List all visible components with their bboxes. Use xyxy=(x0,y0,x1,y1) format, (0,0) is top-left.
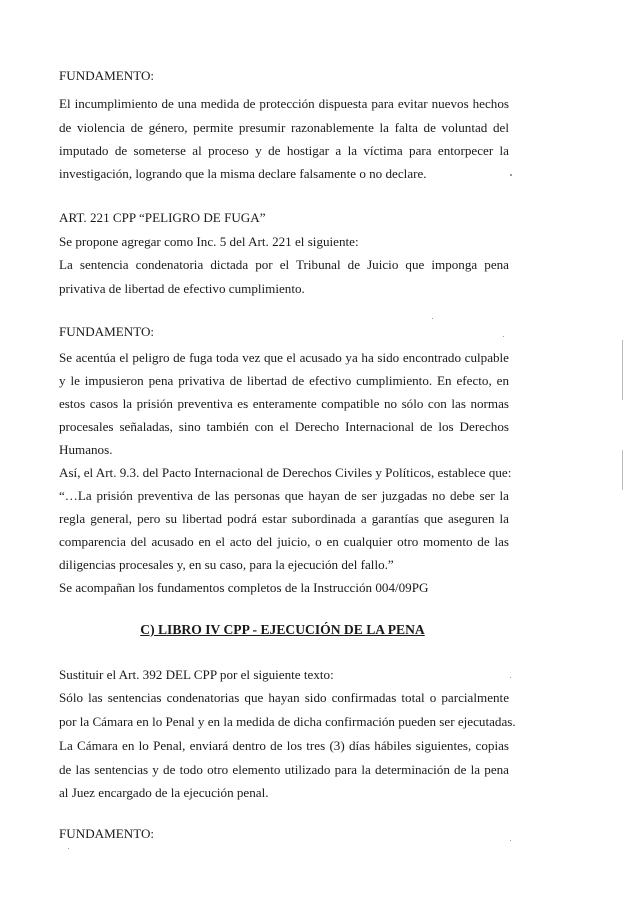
scan-speck xyxy=(68,848,69,849)
paragraph-line: Se acompañan los fundamentos completos de la Instrucción 004/09PG xyxy=(59,580,429,595)
paragraph-line: Sólo las sentencias condenatorias que hayan sido confirmadas total o parcialmente xyxy=(59,690,509,705)
fundamento-heading-1: FUNDAMENTO: xyxy=(59,68,155,83)
paragraph-line: Humanos. xyxy=(59,442,113,457)
quote-line: diligencias procesales y, en su caso, para la ejecución del fallo.” xyxy=(59,557,394,572)
paragraph-line: Se acentúa el peligro de fuga toda vez que el acusado ya ha sido encontrado culpable xyxy=(59,350,509,365)
quote-line: “…La prisión preventiva de las personas que hayan de ser juzgadas no debe ser la xyxy=(59,488,509,503)
paragraph-line: La sentencia condenatoria dictada por el Tribunal de Juicio que imponga pena xyxy=(59,257,509,272)
fundamento-heading-3: FUNDAMENTO: xyxy=(59,826,155,841)
scan-speck xyxy=(510,677,511,678)
paragraph-line: y le impusieron pena privativa de libertad de efectivo cumplimiento. En efecto, en xyxy=(59,373,509,388)
scan-speck xyxy=(510,840,511,841)
article-title: ART. 221 CPP “PELIGRO DE FUGA” xyxy=(59,210,266,225)
paragraph-line: Así, el Art. 9.3. del Pacto Internacional de Derechos Civiles y Políticos, establece que: xyxy=(59,465,512,480)
sustituir-intro: Sustituir el Art. 392 DEL CPP por el siguiente texto: xyxy=(59,667,334,682)
quote-line: regla general, pero su libertad podrá estar subordinada a garantías que aseguren la xyxy=(59,511,509,526)
scan-speck xyxy=(510,174,512,176)
paragraph-line: imputado de someterse al proceso y de hostigar a la víctima para entorpecer la xyxy=(59,143,509,158)
paragraph-line: por la Cámara en lo Penal y en la medida de dicha confirmación pueden ser ejecutadas. xyxy=(59,714,516,729)
paragraph-line: investigación, logrando que la misma declare falsamente o no declare. xyxy=(59,166,427,181)
paragraph-line: procesales señaladas, sino también con el Derecho Internacional de los Derechos xyxy=(59,419,509,434)
quote-line: comparencia del acusado en el acto del juicio, o en cualquier otro momento de las xyxy=(59,534,509,549)
paragraph-line: de las sentencias y de todo otro elemento utilizado para la determinación de la pena xyxy=(59,762,509,777)
paragraph-line: estos casos la prisión preventiva es enteramente compatible no sólo con las normas xyxy=(59,396,509,411)
section-heading: C) LIBRO IV CPP - EJECUCIÓN DE LA PENA xyxy=(140,622,425,637)
paragraph-line: de violencia de género, permite presumir razonablemente la falta de voluntad del xyxy=(59,120,509,135)
article-intro: Se propone agregar como Inc. 5 del Art. 221 el siguiente: xyxy=(59,234,359,249)
fundamento-heading-2: FUNDAMENTO: xyxy=(59,324,155,339)
scan-speck xyxy=(503,336,504,337)
scan-speck xyxy=(432,318,433,319)
paragraph-line: La Cámara en lo Penal, enviará dentro de los tres (3) días hábiles siguientes, copias xyxy=(59,738,509,753)
paragraph-line: privativa de libertad de efectivo cumplimiento. xyxy=(59,281,305,296)
paragraph-line: El incumplimiento de una medida de protección dispuesta para evitar nuevos hechos xyxy=(59,96,509,111)
paragraph-line: al Juez encargado de la ejecución penal. xyxy=(59,785,269,800)
